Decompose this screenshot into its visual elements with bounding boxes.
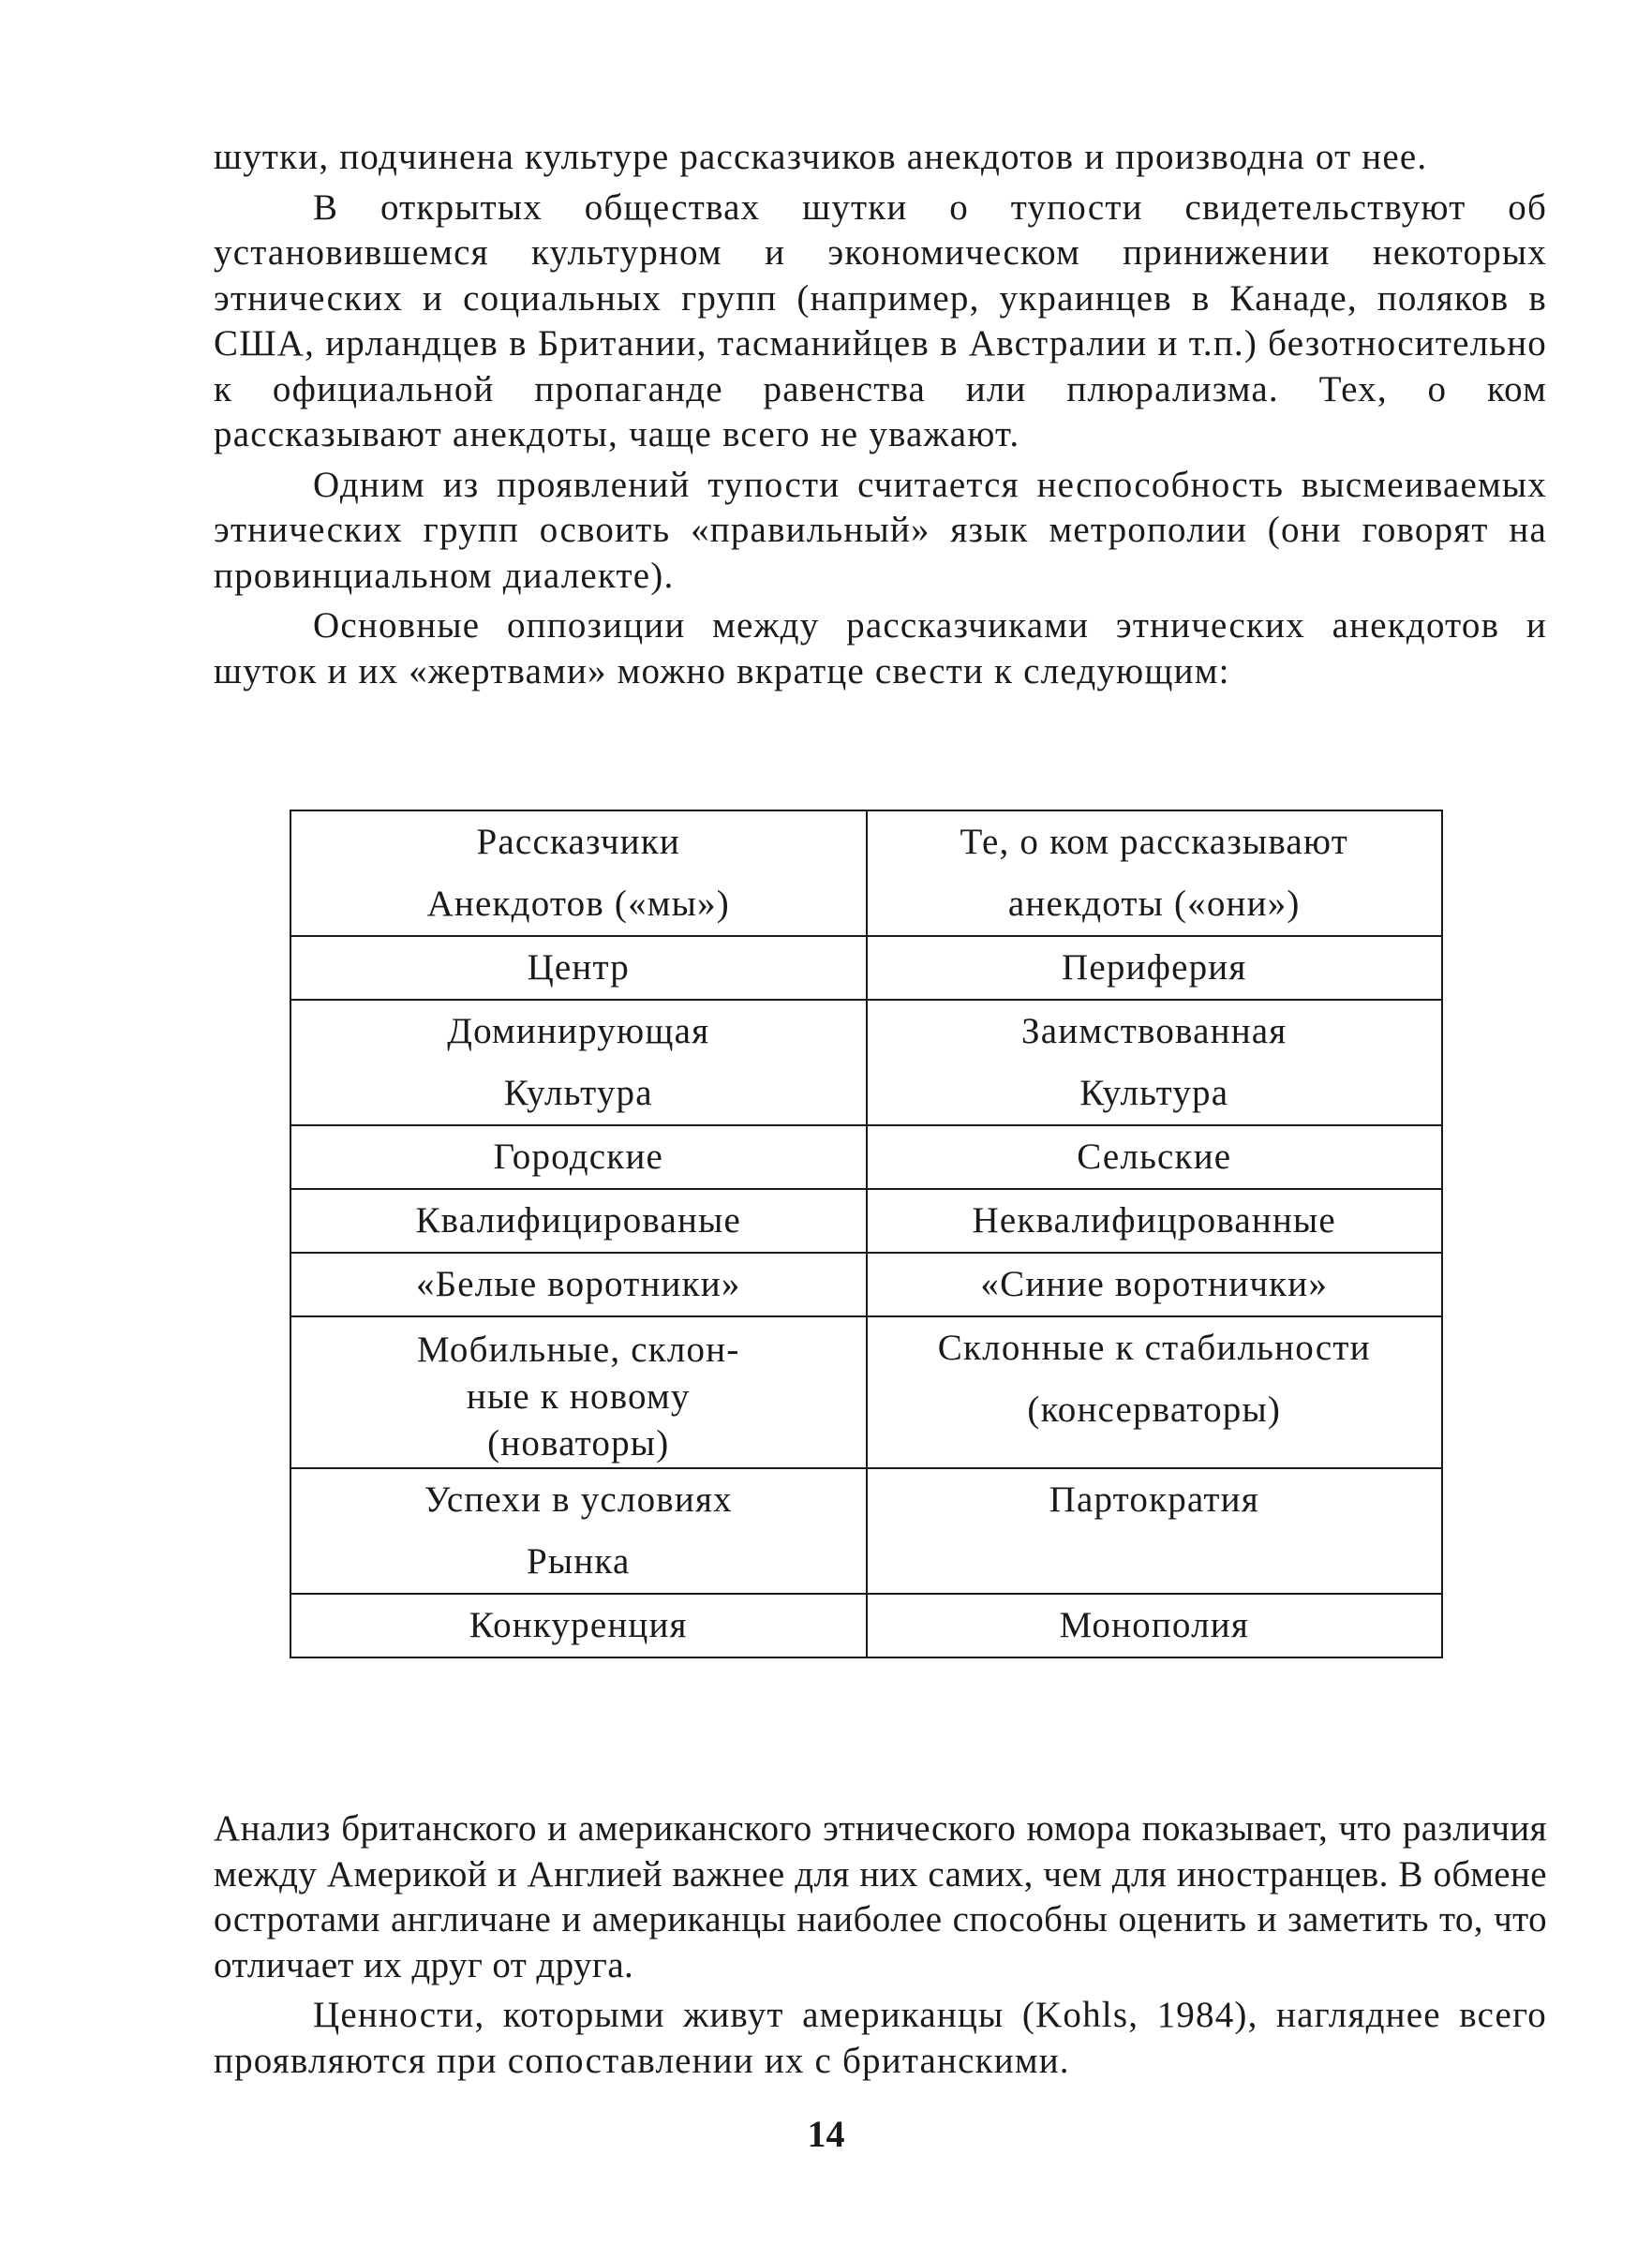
header-cell-line: Рассказчики — [476, 822, 680, 862]
table-cell-right — [867, 936, 1443, 1000]
header-cell-narrators — [290, 810, 867, 936]
cell-line: Заимствованная — [1021, 1011, 1287, 1051]
paragraph-american-values: Ценности, которыми живут американцы (Kohls, 1984), нагляднее всего проявляются при сопоставлении их с британскими. — [214, 1995, 1547, 2081]
paragraph-oppositions-intro: Основные оппозиции между рассказчиками этнических анекдотов и шуток и их «жертвами» можно вкратце свести к следующим: — [214, 605, 1547, 691]
cell-line: ные к новому — [466, 1376, 691, 1417]
table-header-row — [290, 810, 1442, 936]
table-row — [290, 1594, 1442, 1657]
cell-line: «Белые воротники» — [415, 1264, 741, 1304]
cell-line: «Синие воротнички» — [980, 1264, 1329, 1304]
table-cell-right — [867, 1125, 1443, 1189]
table-cell-left — [290, 1594, 867, 1657]
page-number: 14 — [807, 2113, 845, 2155]
table-cell-left — [290, 1189, 867, 1253]
table-row — [290, 1189, 1442, 1253]
table-row — [290, 1253, 1442, 1316]
cell-line: Культура — [1079, 1073, 1229, 1113]
table-row — [290, 1468, 1442, 1594]
header-cell-targets — [867, 810, 1443, 936]
table-cell-right — [867, 1468, 1443, 1594]
cell-line: Успехи в условиях — [424, 1479, 733, 1520]
oppositions-table — [290, 810, 1443, 1658]
table-cell-right — [867, 1253, 1443, 1316]
cell-line: Монополия — [1059, 1605, 1249, 1645]
table-row — [290, 936, 1442, 1000]
paragraph-humor-analysis: Анализ британского и американского этнического юмора показывает, что различия между Америкой и Англией важнее для них самих, чем для иностранцев. В обмене остротами англичане и американцы наиболее способны оценить и заметить то, что отличает их друг от друга. — [214, 1808, 1547, 1985]
paragraph-language: Одним из проявлений тупости считается неспособность высмеиваемых этнических групп освоить «правильный» язык метрополии (они говорят на провинциальном диалекте). — [214, 464, 1547, 596]
cell-line: Рынка — [527, 1541, 631, 1582]
cell-line: Городские — [493, 1137, 664, 1177]
cell-line: Квалифицированые — [415, 1200, 742, 1241]
cell-line: Сельские — [1077, 1137, 1232, 1177]
table-cell-left — [290, 1316, 867, 1468]
top-text-block — [214, 135, 1547, 694]
cell-line: Доминирующая — [447, 1011, 710, 1051]
table-row — [290, 1316, 1442, 1468]
table-cell-left — [290, 1468, 867, 1594]
cell-line: Мобильные, склон- — [416, 1330, 740, 1370]
table-cell-left — [290, 1000, 867, 1125]
cell-line: Центр — [527, 947, 630, 988]
cell-line: Неквалифицрованные — [972, 1200, 1336, 1241]
cell-line: Периферия — [1061, 947, 1247, 988]
table-cell-right — [867, 1594, 1443, 1657]
table-cell-left — [290, 1253, 867, 1316]
paragraph-continuation: шутки, подчинена культуре рассказчиков анекдотов и производна от нее. — [214, 137, 1428, 177]
table-row — [290, 1000, 1442, 1125]
table-cell-right — [867, 1000, 1443, 1125]
cell-line: Конкуренция — [469, 1605, 688, 1645]
cell-line: (новаторы) — [487, 1423, 670, 1464]
cell-line: Культура — [503, 1073, 653, 1113]
header-cell-line: Те, о ком рассказывают — [960, 822, 1349, 862]
cell-line: Партократия — [1049, 1479, 1259, 1520]
table-cell-right — [867, 1189, 1443, 1253]
cell-line: Склонные к стабильности — [937, 1328, 1371, 1368]
header-cell-line: анекдоты («они») — [1007, 884, 1301, 924]
table-cell-left — [290, 1125, 867, 1189]
header-cell-line: Анекдотов («мы») — [426, 884, 730, 924]
paragraph-open-societies: В открытых обществах шутки о тупости свидетельствуют об установившемся культурном и экономическом принижении некоторых этнических и социальных групп (например, украинцев в Канаде, поляков в США, ирландцев в Британии, тасманийцев в Австралии и т.п.) безотносительно к официальной пропаганде равенства или плюрализма. Тех, о ком рассказывают анекдоты, чаще всего не уважают. — [214, 186, 1547, 454]
table-row — [290, 1125, 1442, 1189]
bottom-text-block — [214, 1806, 1547, 2084]
table-cell-left — [290, 936, 867, 1000]
cell-line: (консерваторы) — [1027, 1390, 1282, 1430]
table-cell-right — [867, 1316, 1443, 1468]
